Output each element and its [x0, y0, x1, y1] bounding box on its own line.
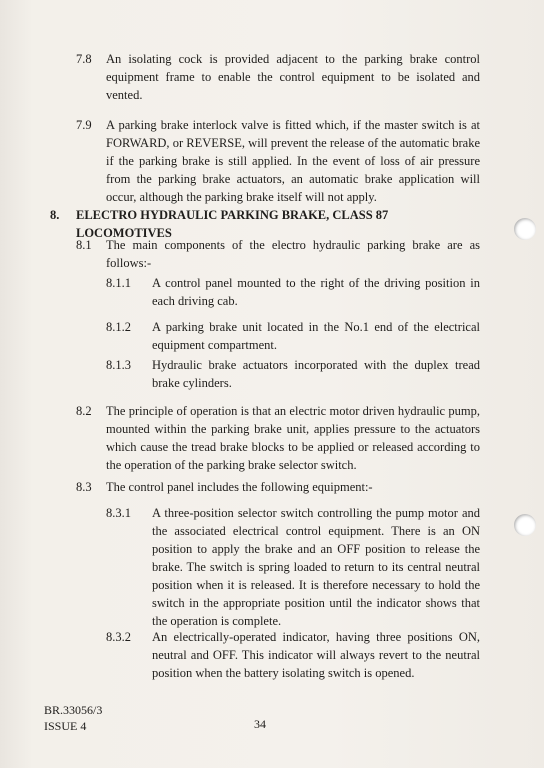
paragraph-8-1: The main components of the electro hydraulic parking brake are as follows:-: [106, 238, 480, 270]
section-number: 7.8: [76, 52, 92, 66]
punch-hole: [514, 514, 536, 536]
issue-number: ISSUE 4: [44, 719, 87, 733]
paragraph-7-8: An isolating cock is provided adjacent to the parking brake control equipment frame to enable the control equipment to be isolated and vented.: [106, 52, 480, 102]
paragraph-8-2: The principle of operation is that an electric motor driven hydraulic pump, mounted within the parking brake unit, applies pressure to the actuators which cause the tread brake blocks to be applied or released according to the operation of the parking brake selector switch.: [106, 404, 480, 472]
section-number: 7.9: [76, 118, 92, 132]
paragraph-8-3-1: A three-position selector switch controlling the pump motor and the associated electrical control equipment. There is an ON position to apply the brake and an OFF position to release the brake. The switch is spring loaded to return to its central neutral position when it is released. It is therefore necessary to hold the switch in the appropriate position until the indicator shows that the operation is complete.: [152, 506, 480, 628]
section-number: 8.3: [76, 480, 92, 494]
document-reference: BR.33056/3: [44, 703, 103, 717]
section-heading: ELECTRO HYDRAULIC PARKING BRAKE, CLASS 87 LOCOMOTIVES: [76, 208, 389, 240]
paragraph-8-1-1: A control panel mounted to the right of the driving position in each driving cab.: [152, 276, 480, 308]
punch-hole: [514, 218, 536, 240]
subsection-number: 8.1.3: [106, 358, 131, 372]
paragraph-8-3-2: An electrically-operated indicator, having three positions ON, neutral and OFF. This indicator will always revert to the neutral position when the battery isolating switch is opened.: [152, 630, 480, 680]
page-number: 34: [254, 717, 266, 731]
section-number: 8.2: [76, 404, 92, 418]
subsection-number: 8.1.2: [106, 320, 131, 334]
paragraph-8-1-3: Hydraulic brake actuators incorporated with the duplex tread brake cylinders.: [152, 358, 480, 390]
subsection-number: 8.3.1: [106, 506, 131, 520]
section-number: 8.: [50, 208, 60, 222]
subsection-number: 8.3.2: [106, 630, 131, 644]
paragraph-7-9: A parking brake interlock valve is fitted which, if the master switch is at FORWARD, or REVERSE, will prevent the release of the automatic brake if the parking brake is still applied. In the event of loss of air pressure from the parking brake actuators, an automatic brake application will occur, although the parking brake itself will not apply.: [106, 118, 480, 204]
paragraph-8-3: The control panel includes the following equipment:-: [106, 480, 373, 494]
subsection-number: 8.1.1: [106, 276, 131, 290]
paragraph-8-1-2: A parking brake unit located in the No.1 end of the electrical equipment compartment.: [152, 320, 480, 352]
section-number: 8.1: [76, 238, 92, 252]
